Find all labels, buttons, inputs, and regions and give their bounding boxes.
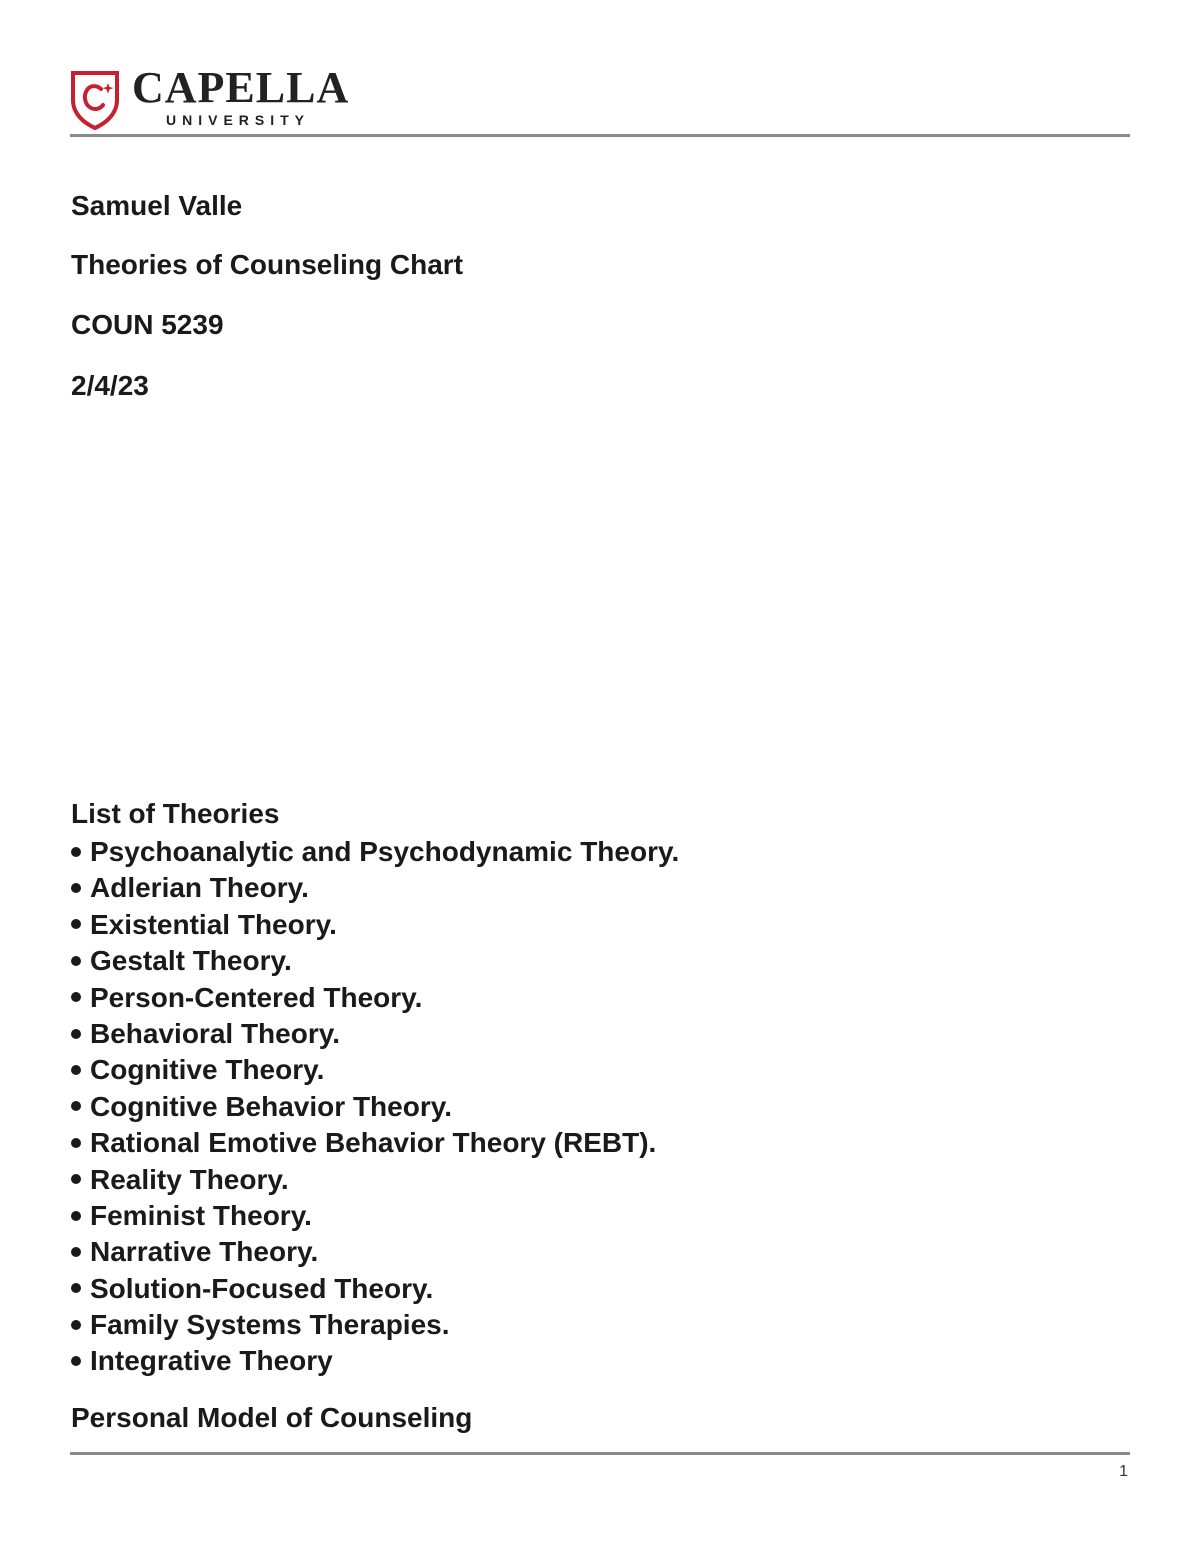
course-code: COUN 5239 (71, 309, 224, 340)
bullet-icon (71, 847, 81, 857)
footer-divider (70, 1452, 1130, 1455)
list-item (71, 1271, 679, 1307)
list-item-text: Adlerian Theory. (90, 872, 309, 904)
document-date: 2/4/23 (71, 370, 149, 401)
list-item-text: Integrative Theory (90, 1345, 333, 1377)
header-divider (70, 134, 1130, 137)
bullet-icon (71, 1029, 81, 1039)
list-item-text: Feminist Theory. (90, 1199, 312, 1231)
author-name: Samuel Valle (71, 190, 243, 221)
list-item (71, 1125, 679, 1161)
list-item-text: Cognitive Theory. (90, 1054, 325, 1086)
logo-subtitle: UNIVERSITY (166, 112, 311, 128)
list-item (71, 834, 679, 870)
list-item (71, 907, 679, 943)
list-item (71, 980, 679, 1016)
list-item (71, 870, 679, 906)
list-item (71, 1052, 679, 1088)
list-item-text: Family Systems Therapies. (90, 1309, 450, 1341)
document-header (70, 63, 1130, 136)
bullet-icon (71, 1283, 81, 1293)
document-title: Theories of Counseling Chart (71, 249, 464, 280)
list-item (71, 1089, 679, 1125)
list-item (71, 1198, 679, 1234)
list-item (71, 1016, 679, 1052)
logo-wordmark: CAPELLA (132, 63, 350, 112)
bullet-icon (71, 883, 81, 893)
list-item-text: Psychoanalytic and Psychodynamic Theory. (90, 836, 680, 867)
page-number: 1 (1119, 1463, 1128, 1480)
bullet-icon (71, 1174, 81, 1184)
bullet-icon (71, 956, 81, 966)
list-item (71, 943, 679, 979)
bullet-icon (71, 1138, 81, 1148)
list-item-text: Gestalt Theory. (90, 945, 292, 977)
bullet-icon (71, 1247, 81, 1257)
list-item-text: Existential Theory. (90, 908, 337, 940)
capella-shield-icon (70, 70, 120, 130)
list-item-text: Cognitive Behavior Theory. (90, 1090, 452, 1122)
list-item-text: Rational Emotive Behavior Theory (REBT). (90, 1127, 657, 1159)
list-item (71, 1162, 679, 1198)
list-item-text: Behavioral Theory. (90, 1017, 341, 1049)
section-heading: Personal Model of Counseling (71, 1402, 473, 1433)
bullet-icon (71, 992, 81, 1002)
theory-list-heading: List of Theories (71, 798, 280, 829)
list-item-text: Reality Theory. (90, 1163, 289, 1195)
list-item-text: Person-Centered Theory. (90, 981, 423, 1013)
list-item (71, 1234, 679, 1270)
list-item-text: Narrative Theory. (90, 1236, 319, 1268)
bullet-icon (71, 1320, 81, 1330)
theory-list (71, 834, 679, 1380)
bullet-icon (71, 1101, 81, 1111)
list-item-text: Solution-Focused Theory. (90, 1272, 434, 1304)
list-item (71, 1307, 679, 1343)
bullet-icon (71, 1211, 81, 1221)
bullet-icon (71, 1356, 81, 1366)
bullet-icon (71, 1065, 81, 1075)
bullet-icon (71, 919, 81, 929)
list-item (71, 1343, 679, 1379)
